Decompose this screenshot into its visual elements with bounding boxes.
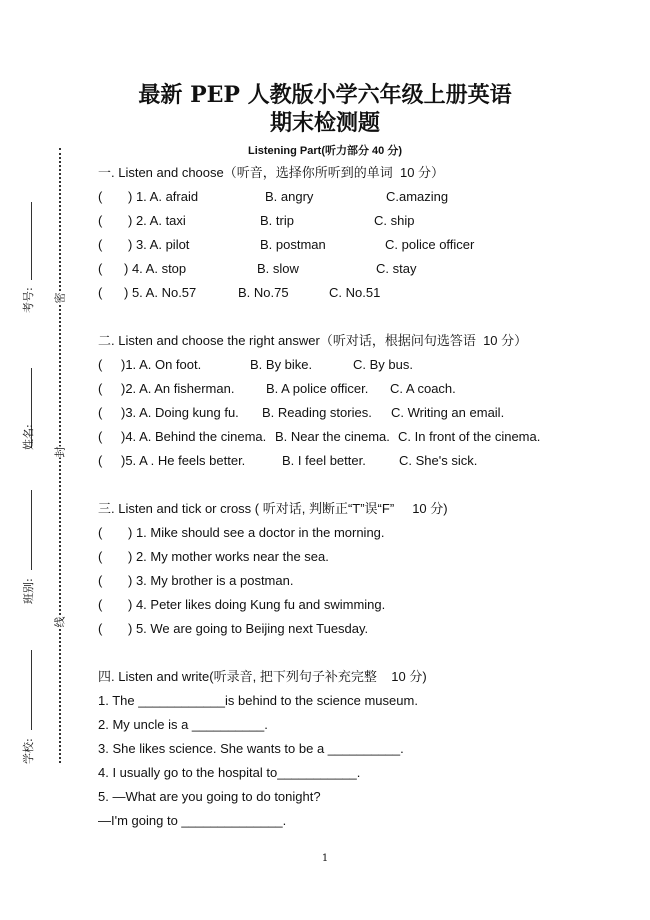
option-a: )3. A. Doing kung fu. bbox=[121, 405, 239, 420]
option-b: B. Near the cinema. bbox=[275, 429, 390, 444]
option-a: ) 1. A. afraid bbox=[128, 189, 199, 204]
option-b: B. Reading stories. bbox=[262, 405, 372, 420]
answer-paren: ( bbox=[98, 621, 103, 636]
answer-paren: ( bbox=[98, 189, 103, 204]
answer-paren: ( bbox=[98, 525, 103, 540]
option-a: )5. A . He feels better. bbox=[121, 453, 246, 468]
name-label: 姓名: bbox=[22, 424, 35, 450]
list-item: 2. My uncle is a __________. bbox=[98, 717, 268, 732]
option-c: C. police officer bbox=[385, 237, 475, 252]
page-title-line2: 期末检测题 bbox=[269, 110, 380, 136]
option-c: C. A coach. bbox=[390, 381, 456, 396]
class-blank bbox=[31, 490, 32, 570]
option-a: )2. A. An fisherman. bbox=[121, 381, 235, 396]
option-b: B. No.75 bbox=[238, 285, 289, 300]
school-label: 学校: bbox=[22, 738, 35, 764]
option-c: C. No.51 bbox=[329, 285, 381, 300]
list-item: 1. The ____________is behind to the science museum. bbox=[98, 693, 418, 708]
option-b: B. slow bbox=[257, 261, 299, 276]
option-a: ) 3. A. pilot bbox=[128, 237, 190, 252]
section3-heading: 三. Listen and tick or cross ( 听对话, 判断正“T”误“F” 10 分) bbox=[98, 501, 448, 516]
list-item: —I'm going to ______________. bbox=[98, 813, 287, 828]
option-a: ) 5. A. No.57 bbox=[124, 285, 197, 300]
section2-heading: 二. Listen and choose the right answer（听对话，根据问句选答语 10 分） bbox=[98, 333, 528, 348]
listening-part-subtitle: Listening Part(听力部分 40 分) bbox=[247, 145, 403, 157]
statement: ) 4. Peter likes doing Kung fu and swimming. bbox=[128, 597, 386, 612]
option-a: )4. A. Behind the cinema. bbox=[121, 429, 267, 444]
answer-paren: ( bbox=[98, 573, 103, 588]
option-b: B. I feel better. bbox=[282, 453, 366, 468]
option-b: B. trip bbox=[260, 213, 294, 228]
answer-paren: ( bbox=[98, 357, 103, 372]
option-b: B. angry bbox=[265, 189, 314, 204]
answer-paren: ( bbox=[98, 429, 103, 444]
seal-char-xian: 线 bbox=[53, 616, 67, 628]
exam-number-label: 考号: bbox=[22, 287, 35, 313]
page-title-line1: 最新 PEP 人教版小学六年级上册英语 bbox=[138, 82, 512, 108]
page-number: 1 bbox=[321, 853, 329, 864]
answer-paren: ( bbox=[98, 261, 103, 276]
option-c: C. Writing an email. bbox=[391, 405, 505, 420]
statement: ) 2. My mother works near the sea. bbox=[128, 549, 329, 564]
answer-paren: ( bbox=[98, 597, 103, 612]
option-c: C. She's sick. bbox=[399, 453, 478, 468]
answer-paren: ( bbox=[98, 381, 103, 396]
section1-heading: 一. Listen and choose（听音，选择你所听到的单词 10 分） bbox=[98, 165, 445, 180]
answer-paren: ( bbox=[98, 213, 103, 228]
list-item: 4. I usually go to the hospital to___________. bbox=[98, 765, 361, 780]
statement: ) 3. My brother is a postman. bbox=[128, 573, 294, 588]
seal-char-mi: 密 bbox=[53, 292, 67, 304]
option-c: C. In front of the cinema. bbox=[398, 429, 541, 444]
option-a: ) 4. A. stop bbox=[124, 261, 187, 276]
answer-paren: ( bbox=[98, 549, 103, 564]
answer-paren: ( bbox=[98, 405, 103, 420]
option-c: C. stay bbox=[376, 261, 417, 276]
class-label: 班别: bbox=[22, 578, 35, 604]
option-b: B. postman bbox=[260, 237, 326, 252]
section4-heading: 四. Listen and write(听录音, 把下列句子补充完整 10 分) bbox=[98, 669, 427, 684]
statement: ) 5. We are going to Beijing next Tuesday. bbox=[128, 621, 369, 636]
option-c: C. ship bbox=[374, 213, 415, 228]
statement: ) 1. Mike should see a doctor in the morning. bbox=[128, 525, 385, 540]
answer-paren: ( bbox=[98, 453, 103, 468]
option-b: B. A police officer. bbox=[266, 381, 369, 396]
exam-number-blank bbox=[31, 202, 32, 280]
option-a: )1. A. On foot. bbox=[121, 357, 202, 372]
option-c: C. By bus. bbox=[353, 357, 413, 372]
answer-paren: ( bbox=[98, 237, 103, 252]
option-a: ) 2. A. taxi bbox=[128, 213, 186, 228]
option-c: C.amazing bbox=[386, 189, 449, 204]
list-item: 5. —What are you going to do tonight? bbox=[98, 789, 321, 804]
school-blank bbox=[31, 650, 32, 730]
answer-paren: ( bbox=[98, 285, 103, 300]
list-item: 3. She likes science. She wants to be a __________. bbox=[98, 741, 404, 756]
option-b: B. By bike. bbox=[250, 357, 313, 372]
seal-char-feng: 封 bbox=[53, 446, 67, 458]
